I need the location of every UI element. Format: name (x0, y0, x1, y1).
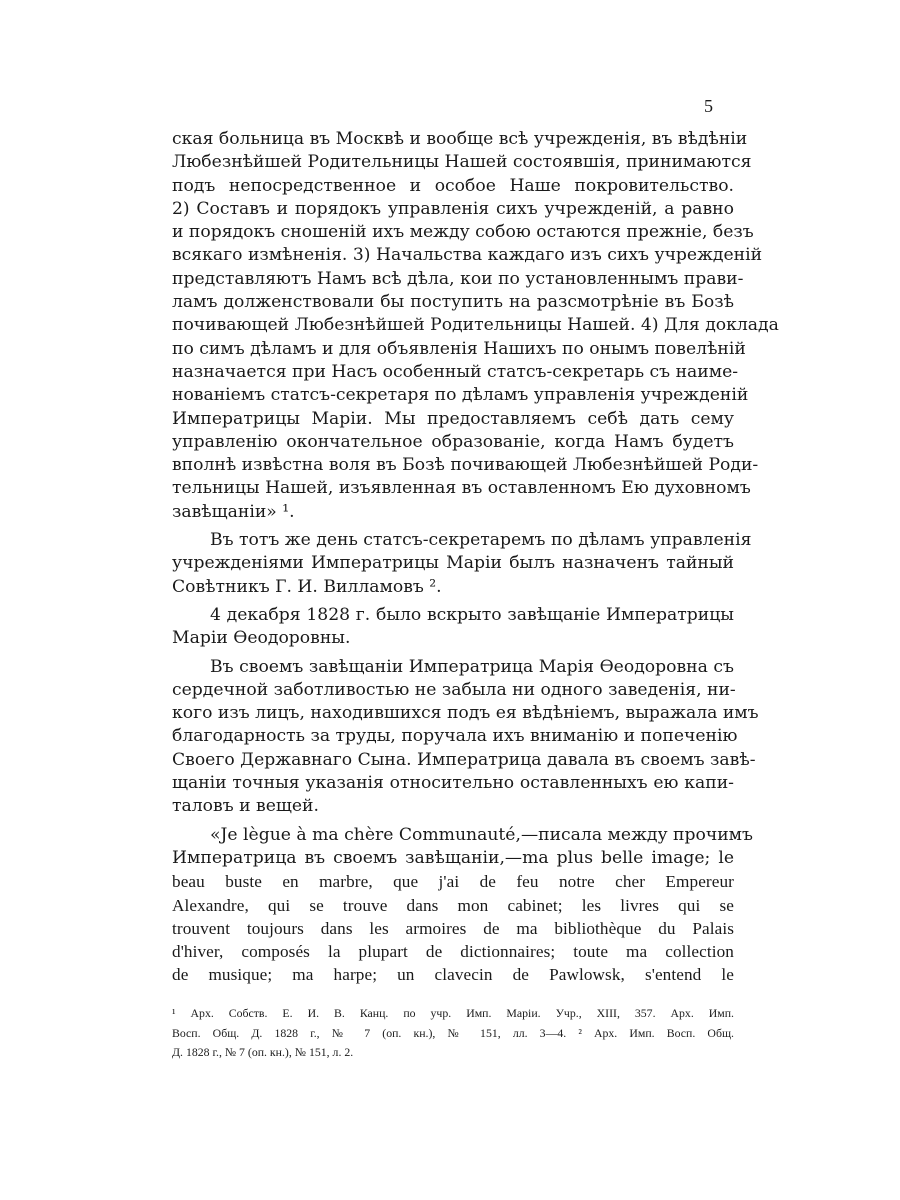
text-line: Своего Державнаго Сына. Императрица давала въ своемъ завѣ- (172, 749, 756, 770)
text-line: кого изъ лицъ, находившихся подъ ея вѣдѣніемъ, выражала имъ (172, 703, 759, 724)
text-line: представляютъ Намъ всѣ дѣла, кои по установленнымъ прави- (172, 268, 744, 289)
footnotes (172, 1004, 734, 1063)
text-line: d'hiver, composés la plupart de dictionnaires; toute ma collection (172, 942, 734, 962)
text-line: Императрица въ своемъ завѣщаніи,—ma plus belle image; le (172, 847, 734, 868)
text-line: «Je lègue à ma chère Communauté,—писала между прочимъ (210, 824, 753, 845)
text-line: назначается при Насъ особенный статсъ-секретарь съ наиме- (172, 361, 739, 382)
text-line: Маріи Ѳеодоровны. (172, 628, 351, 649)
text-line: Любезнѣйшей Родительницы Нашей состоявшія, принимаются (172, 152, 752, 173)
text-line: Въ своемъ завѣщаніи Императрица Марія Ѳеодоровна съ (210, 656, 734, 677)
text-line: щаніи точныя указанія относительно оставленныхъ ею капи- (172, 773, 734, 794)
text-line: управленію окончательное образованіе, когда Намъ будетъ (172, 431, 734, 452)
text-line: Совѣтникъ Г. И. Вилламовъ ². (172, 576, 442, 597)
text-line: завѣщаніи» ¹. (172, 501, 295, 522)
text-line: почивающей Любезнѣйшей Родительницы Нашей. 4) Для доклада (172, 315, 779, 336)
text-line: тельницы Нашей, изъявленная въ оставленномъ Ею духовномъ (172, 478, 751, 499)
text-line: нованіемъ статсъ-секретаря по дѣламъ управленія учрежденій (172, 385, 749, 406)
text-line: и порядокъ сношеній ихъ между собою остаются прежніе, безъ (172, 222, 754, 243)
text-line: таловъ и вещей. (172, 796, 319, 817)
text-line: Alexandre, qui se trouve dans mon cabinet; les livres qui se (172, 895, 734, 915)
text-line: 2) Составъ и порядокъ управленія сихъ учрежденій, а равно (172, 198, 734, 219)
text-line: подъ непосредственное и особое Наше покровительство. (172, 175, 734, 196)
text-line: всякаго измѣненія. 3) Начальства каждаго изъ сихъ учрежденій (172, 245, 763, 266)
footnote-line: Д. 1828 г., № 7 (оп. кн.), № 151, л. 2. (172, 1045, 354, 1059)
text-line: trouvent toujours dans les armoires de ma bibliothèque du Palais (172, 918, 734, 938)
text-line: благодарность за труды, поручала ихъ вниманію и попеченію (172, 726, 738, 747)
text-line: beau buste en marbre, que j'ai de feu notre cher Empereur (172, 872, 734, 892)
text-line: ламъ долженствовали бы поступить на разсмотрѣніе въ Бозѣ (172, 292, 734, 313)
text-line: вполнѣ извѣстна воля въ Бозѣ почивающей Любезнѣйшей Роди- (172, 455, 759, 476)
text-line: по симъ дѣламъ и для объявленія Нашихъ по онымъ повелѣній (172, 338, 746, 359)
text-line: Императрицы Маріи. Мы предоставляемъ себѣ дать сему (172, 408, 734, 429)
text-line: сердечной заботливостью не забыла ни одного заведенія, ни- (172, 679, 736, 700)
footnote-line: Восп. Общ. Д. 1828 г., № 7 (оп. кн.), № 151, лл. 3—4. ² Арх. Имп. Восп. Общ. (172, 1025, 734, 1040)
text-line: de musique; ma harpe; un clavecin de Pawlowsk, s'entend le (172, 965, 734, 985)
text-line: учрежденіями Императрицы Маріи былъ назначенъ тайный (172, 553, 734, 574)
page-number: 5 (704, 96, 713, 116)
text-line: ская больница въ Москвѣ и вообще всѣ учрежденія, въ вѣдѣніи (172, 129, 748, 149)
text-line: Въ тотъ же день статсъ-секретаремъ по дѣламъ управленія (210, 530, 752, 551)
footnote-line: ¹ Арх. Собств. Е. И. В. Канц. по учр. Имп. Маріи. Учр., XIII, 357. Арх. Имп. (172, 1006, 734, 1020)
body-text (172, 128, 779, 987)
text-line: 4 декабря 1828 г. было вскрыто завѣщаніе Императрицы (210, 604, 734, 625)
